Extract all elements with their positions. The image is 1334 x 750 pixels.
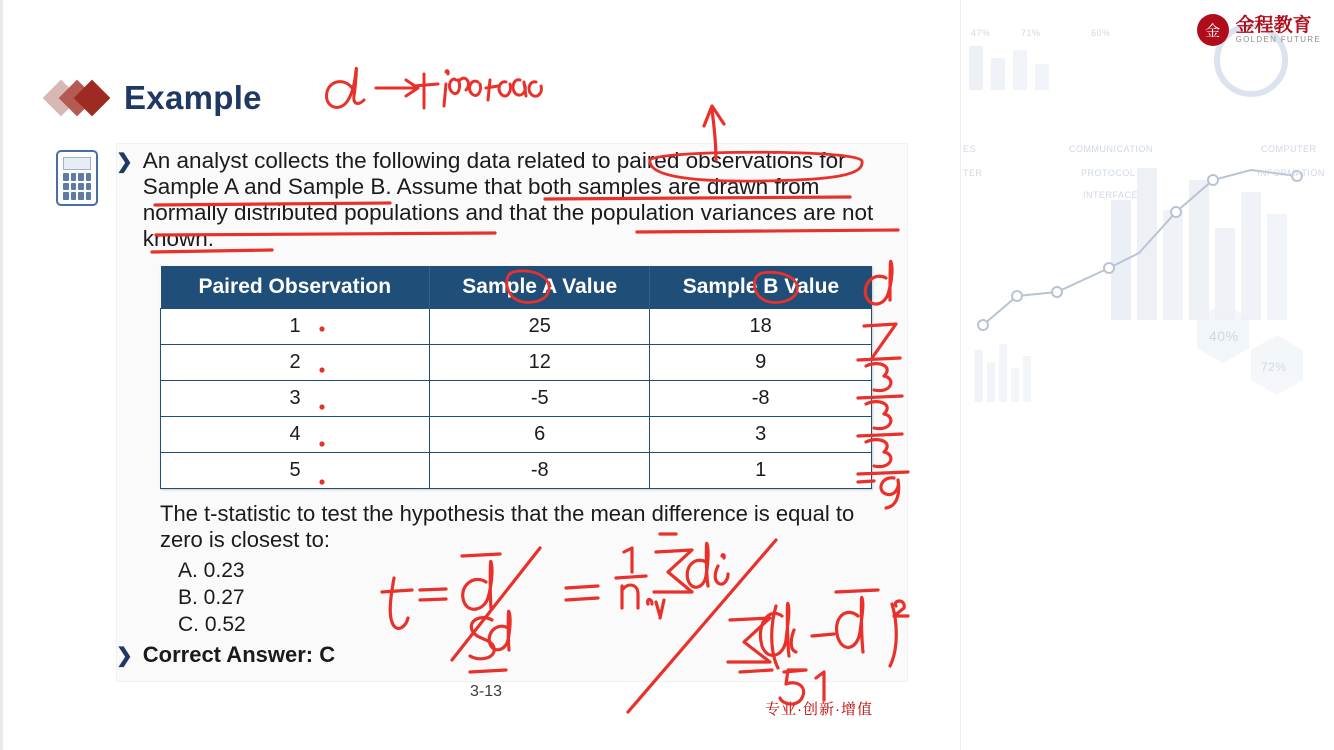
- column-header-sample-b: Sample B Value: [650, 266, 872, 309]
- infographic-label: COMMUNICATION: [1069, 144, 1153, 154]
- table-row: [161, 417, 872, 453]
- cell-sample-b: 9: [650, 345, 872, 381]
- table-row: [161, 309, 872, 345]
- infographic-label: INFORMATION: [1257, 168, 1325, 178]
- background-infographic: [961, 0, 1334, 455]
- cell-sample-a: 6: [430, 417, 650, 453]
- infographic-label: 71%: [1021, 28, 1041, 38]
- cell-sample-b: 3: [650, 417, 872, 453]
- infographic-label: INTERFACE: [1083, 190, 1139, 200]
- slide-title-row: [48, 78, 262, 118]
- page-number: 3-13: [470, 683, 503, 700]
- column-header-observation: Paired Observation: [161, 266, 430, 309]
- line-chart-decor: [961, 0, 1334, 455]
- cell-sample-b: 1: [650, 453, 872, 489]
- cell-observation: 1: [161, 309, 430, 345]
- option-c: C. 0.52: [178, 613, 246, 636]
- question-text: The t-statistic to test the hypothesis that the mean difference is equal to zero is closest to:: [160, 501, 855, 552]
- infographic-label: PROTOCOL: [1081, 168, 1136, 178]
- infographic-label: 40%: [1209, 328, 1239, 344]
- cell-sample-a: -5: [430, 381, 650, 417]
- infographic-label: ES: [963, 144, 977, 154]
- correct-answer-text: Correct Answer: C: [142, 642, 336, 667]
- cell-sample-a: 25: [430, 309, 650, 345]
- infographic-label: 72%: [1261, 360, 1287, 374]
- cell-sample-b: 18: [650, 309, 872, 345]
- table-header-row: [161, 266, 872, 309]
- infographic-label: 47%: [971, 28, 991, 38]
- infographic-label: 60%: [1091, 28, 1111, 38]
- infographic-label: TER: [963, 168, 983, 178]
- intro-text: An analyst collects the following data related to paired observations for Sample A and Sample B. Assume that both samples are drawn from normally distributed populations and that the population variances are not known.: [142, 148, 874, 251]
- column-header-sample-a: Sample A Value: [430, 266, 650, 309]
- table-row: [161, 345, 872, 381]
- answer-options: [178, 557, 906, 638]
- cell-observation: 2: [161, 345, 430, 381]
- option-a: A. 0.23: [178, 559, 245, 582]
- cell-sample-a: 12: [430, 345, 650, 381]
- seal-icon: 金: [1197, 14, 1229, 46]
- cell-observation: 3: [161, 381, 430, 417]
- cell-sample-b: -8: [650, 381, 872, 417]
- brand-name-cn: 金程教育: [1235, 15, 1312, 36]
- slide-slogan: 专业·创新·增值: [765, 701, 873, 718]
- calculator-icon: [56, 150, 98, 206]
- correct-answer-row: [116, 642, 906, 670]
- intro-bullet: [116, 148, 906, 252]
- right-panel: [960, 0, 1334, 750]
- slide-content: [116, 148, 906, 670]
- cell-sample-a: -8: [430, 453, 650, 489]
- brand-name-en: GOLDEN FUTURE: [1235, 35, 1321, 44]
- brand-logo: [1197, 14, 1321, 46]
- slide-left-edge: [0, 0, 3, 750]
- option-b: B. 0.27: [178, 586, 245, 609]
- chevron-right-icon: ❯: [116, 645, 133, 667]
- table-row: [161, 381, 872, 417]
- cell-observation: 5: [161, 453, 430, 489]
- chevron-right-icon: ❯: [116, 151, 133, 173]
- table-row: [161, 453, 872, 489]
- page-title: Example: [124, 79, 262, 116]
- diamond-decor-icon: [48, 78, 110, 118]
- infographic-label: COMPUTER: [1261, 144, 1317, 154]
- paired-observations-table: [160, 266, 872, 489]
- cell-observation: 4: [161, 417, 430, 453]
